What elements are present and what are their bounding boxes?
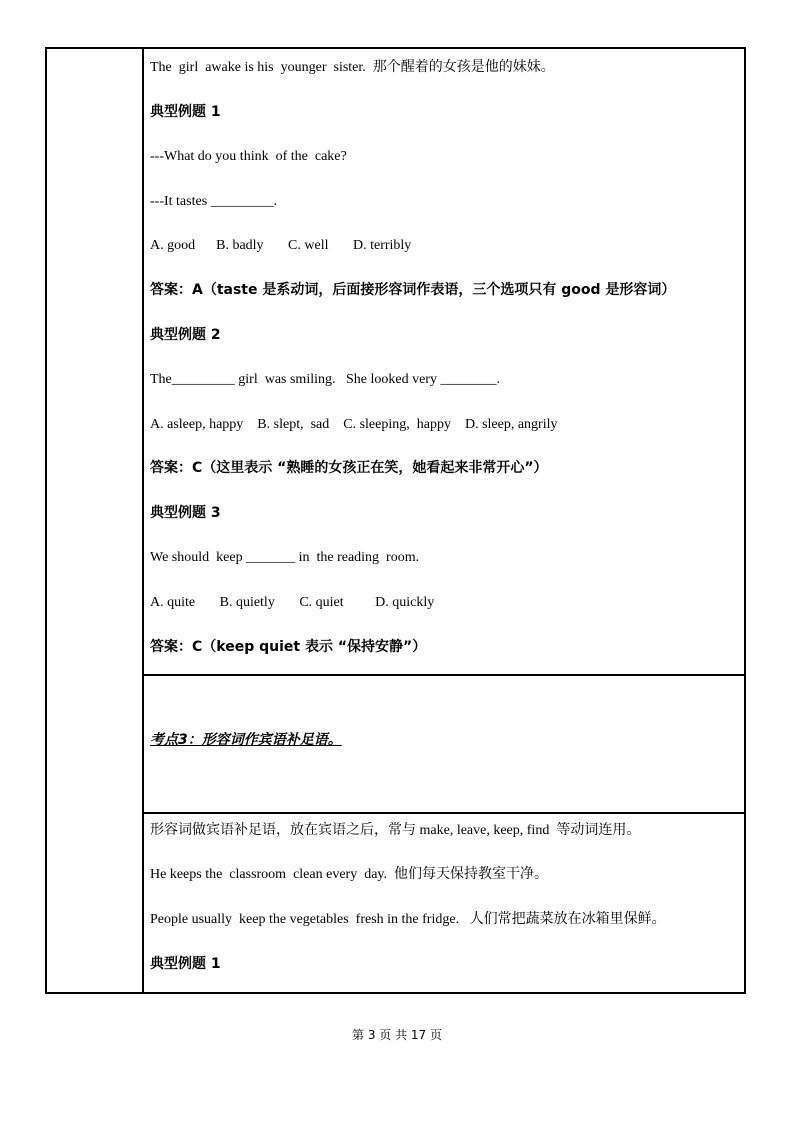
row-divider-1 xyxy=(142,674,746,676)
answer-line-1: 答案：A（taste 是系动词，后面接形容词作表语，三个选项只有 good 是形容词） xyxy=(150,282,676,298)
table-right-border xyxy=(744,47,746,994)
table-bottom-border xyxy=(45,992,746,994)
example-heading-1: 典型例题 1 xyxy=(150,104,221,120)
example-sentence-awake: The girl awake is his younger sister. 那个醒着的女孩是他的妹妹。 xyxy=(150,60,555,75)
row-divider-2 xyxy=(142,812,746,814)
rule-explanation: 形容词做宾语补足语，放在宾语之后，常与 make, leave, keep, find 等动词连用。 xyxy=(150,823,641,838)
page-footer: 第 3 页 共 17 页 xyxy=(352,1028,442,1042)
question-line-1: ---What do you think of the cake? xyxy=(150,149,347,164)
table-left-border xyxy=(45,47,47,994)
question-line-3: The_________ girl was smiling. She looked very ________. xyxy=(150,372,500,387)
table-column-divider xyxy=(142,47,144,994)
options-line-3: A. quite B. quietly C. quiet D. quickly xyxy=(150,595,435,610)
options-line-2: A. asleep, happy B. slept, sad C. sleeping, happy D. sleep, angrily xyxy=(150,417,558,432)
example-sentence-clean: He keeps the classroom clean every day. 他们每天保持教室干净。 xyxy=(150,867,548,882)
example-heading-3: 典型例题 3 xyxy=(150,505,221,521)
example-heading-2: 典型例题 2 xyxy=(150,327,221,343)
section-heading: 考点3：形容词作宾语补足语。 xyxy=(150,732,342,748)
answer-line-2: 答案：C（这里表示 “熟睡的女孩正在笑，她看起来非常开心”） xyxy=(150,460,548,476)
options-line-1: A. good B. badly C. well D. terribly xyxy=(150,238,412,253)
question-line-4: We should keep _______ in the reading room. xyxy=(150,550,420,565)
question-line-2: ---It tastes _________. xyxy=(150,194,278,209)
example-heading-4: 典型例题 1 xyxy=(150,956,221,972)
example-sentence-fresh: People usually keep the vegetables fresh in the fridge. 人们常把蔬菜放在冰箱里保鲜。 xyxy=(150,912,666,927)
table-top-border xyxy=(45,47,746,49)
answer-line-3: 答案：C（keep quiet 表示 “保持安静”） xyxy=(150,639,427,655)
